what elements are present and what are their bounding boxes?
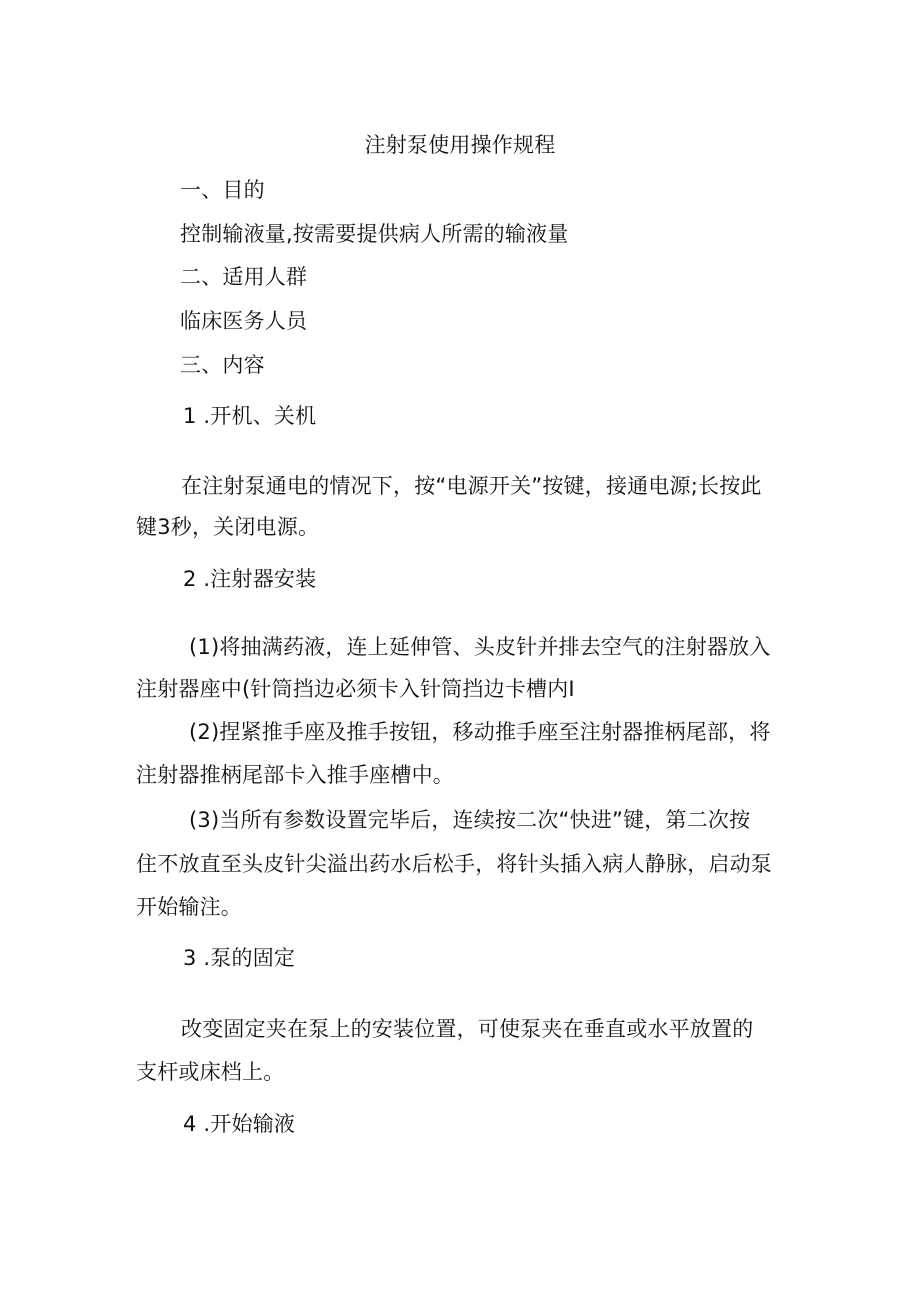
item-text-fixing-line2: 支杆或床档上。 (136, 1060, 285, 1084)
item-heading-syringe: 2 .注射器安装 (183, 567, 317, 591)
item-step2-line2: 注射器推柄尾部卡入推手座槽中。 (136, 763, 454, 787)
item-text-power-line2: 键3秒，关闭电源。 (136, 515, 320, 539)
item-step3-line2: 住不放直至头皮针尖溢出药水后松手，将针头插入病人静脉，启动泵 (136, 852, 772, 876)
item-text-power-line1: 在注射泵通电的情况下，按“电源开关”按键，接通电源;长按此 (181, 474, 762, 498)
section-heading-content: 三、内容 (180, 353, 265, 377)
document-title: 注射泵使用操作规程 (364, 133, 556, 157)
item-step2-line1: (2)捏紧推手座及推手按钮，移动推手座至注射器推柄尾部，将 (189, 720, 771, 744)
item-text-fixing-line1: 改变固定夹在泵上的安装位置，可使泵夹在垂直或水平放置的 (181, 1017, 754, 1041)
item-step3-line3: 开始输注。 (136, 895, 242, 919)
item-heading-power: 1 .开机、关机 (183, 404, 317, 428)
section-heading-purpose: 一、目的 (180, 178, 265, 202)
item-heading-start: 4 .开始输液 (183, 1112, 296, 1136)
item-step1-line1: (1)将抽满药液，连上延伸管、头皮针并排去空气的注射器放入 (189, 635, 771, 659)
section-heading-audience: 二、适用人群 (180, 265, 308, 289)
section-body-audience: 临床医务人员 (180, 309, 308, 333)
item-step1-line2: 注射器座中(针筒挡边必须卡入针筒挡边卡槽内I (136, 677, 575, 701)
item-step3-line1: (3)当所有参数设置完毕后，连续按二次“快进”键，第二次按 (189, 808, 751, 832)
item-heading-fixing: 3 .泵的固定 (183, 946, 296, 970)
section-body-purpose: 控制输液量,按需要提供病人所需的输液量 (180, 222, 569, 246)
